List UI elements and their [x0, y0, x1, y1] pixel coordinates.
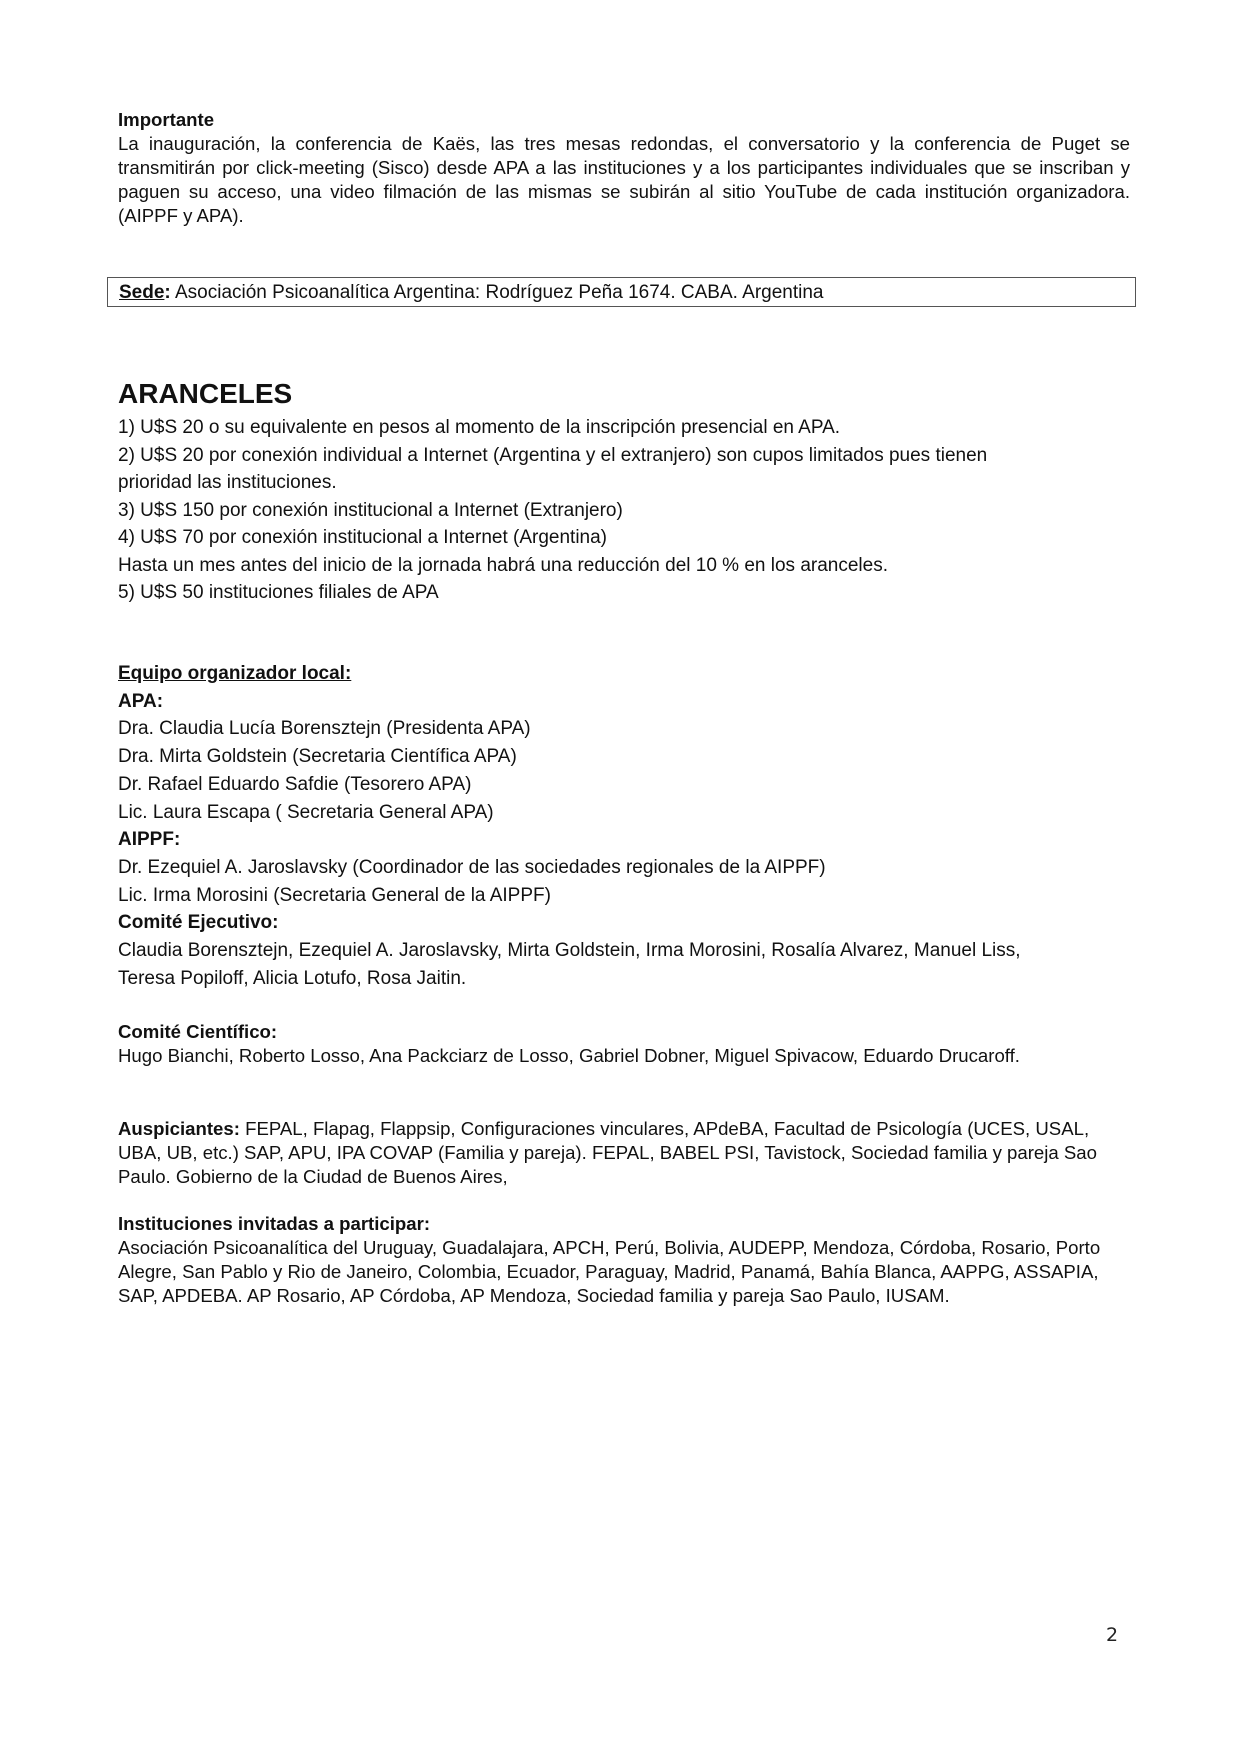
arancel-item: Hasta un mes antes del inicio de la jornada habrá una reducción del 10 % en los aranceles. — [118, 554, 888, 576]
auspiciantes-section — [118, 1117, 1130, 1189]
sede-colon: : — [164, 282, 171, 303]
aippf-member: Dr. Ezequiel A. Jaroslavsky (Coordinador de las sociedades regionales de la AIPPF) — [118, 856, 826, 878]
cientifico-heading: Comité Científico: — [118, 1021, 278, 1042]
ejecutivo-line: Teresa Popiloff, Alicia Lotufo, Rosa Jaitin. — [118, 967, 467, 989]
apa-member: Lic. Laura Escapa ( Secretaria General APA) — [118, 801, 494, 823]
arancel-item: 4) U$S 70 por conexión institucional a Internet (Argentina) — [118, 527, 607, 548]
arancel-item: 2) U$S 20 por conexión individual a Internet (Argentina y el extranjero) son cupos limitados pues tienen — [118, 444, 988, 466]
importante-section — [118, 108, 1130, 228]
aippf-heading: AIPPF: — [118, 829, 181, 851]
importante-paragraph: La inauguración, la conferencia de Kaës, las tres mesas redondas, el conversatorio y la conferencia de Puget se transmitirán por click-meeting (Sisco) desde APA a las instituciones y a los participantes individuales que se inscriban y paguen su acceso, una video filmación de las mismas se subirán al sitio YouTube de cada institución organizadora. (AIPPF y APA). — [118, 133, 1130, 226]
cientifico-section — [118, 1020, 1130, 1068]
aippf-member: Lic. Irma Morosini (Secretaria General de la AIPPF) — [118, 884, 551, 906]
auspiciantes-text: FEPAL, Flapag, Flappsip, Configuraciones vinculares, APdeBA, Facultad de Psicología (UCES, USAL, UBA, UB, etc.) SAP, APU, IPA COVAP (Familia y pareja). FEPAL, BABEL PSI, Tavistock, Sociedad familia y pareja Sao Paulo. Gobierno de la Ciudad de Buenos Aires, — [118, 1118, 1097, 1187]
apa-heading: APA: — [118, 690, 164, 712]
importante-heading: Importante — [118, 109, 215, 130]
sede-label: Sede — [119, 282, 165, 303]
arancel-item: 1) U$S 20 o su equivalente en pesos al momento de la inscripción presencial en APA. — [118, 417, 841, 438]
arancel-item: 5) U$S 50 instituciones filiales de APA — [118, 582, 439, 603]
instituciones-text: Asociación Psicoanalítica del Uruguay, Guadalajara, APCH, Perú, Bolivia, AUDEPP, Mendoza, Córdoba, Rosario, Porto Alegre, San Pablo y Rio de Janeiro, Colombia, Ecuador, Paraguay, Madrid, Panamá, Bahía Blanca, AAPPG, ASSAPIA, SAP, APDEBA. AP Rosario, AP Córdoba, AP Mendoza, Sociedad familia y pareja Sao Paulo, IUSAM. — [118, 1237, 1101, 1306]
ejecutivo-heading: Comité Ejecutivo: — [118, 912, 279, 934]
equipo-section — [118, 660, 1130, 992]
ejecutivo-line: Claudia Borensztejn, Ezequiel A. Jaroslavsky, Mirta Goldstein, Irma Morosini, Rosalía Alvarez, Manuel Liss, — [118, 940, 1021, 962]
apa-member: Dra. Claudia Lucía Borensztejn (Presidenta APA) — [118, 718, 531, 740]
arancel-item: 3) U$S 150 por conexión institucional a Internet (Extranjero) — [118, 499, 623, 521]
instituciones-section — [118, 1212, 1130, 1308]
sede-text: Asociación Psicoanalítica Argentina: Rodríguez Peña 1674. CABA. Argentina — [170, 282, 824, 303]
sede-box — [107, 277, 1136, 307]
apa-member: Dra. Mirta Goldstein (Secretaria Científica APA) — [118, 746, 517, 768]
aranceles-heading: ARANCELES — [118, 378, 293, 409]
equipo-heading: Equipo organizador local: — [118, 663, 352, 684]
arancel-item: prioridad las instituciones. — [118, 472, 337, 493]
instituciones-heading: Instituciones invitadas a participar: — [118, 1213, 431, 1234]
cientifico-text: Hugo Bianchi, Roberto Losso, Ana Packciarz de Losso, Gabriel Dobner, Miguel Spivacow, Eduardo Drucaroff. — [118, 1045, 1020, 1066]
apa-member: Dr. Rafael Eduardo Safdie (Tesorero APA) — [118, 773, 472, 795]
page-number: 2 — [1106, 1624, 1119, 1646]
auspiciantes-label: Auspiciantes: — [118, 1118, 240, 1139]
aranceles-section — [118, 378, 1130, 607]
